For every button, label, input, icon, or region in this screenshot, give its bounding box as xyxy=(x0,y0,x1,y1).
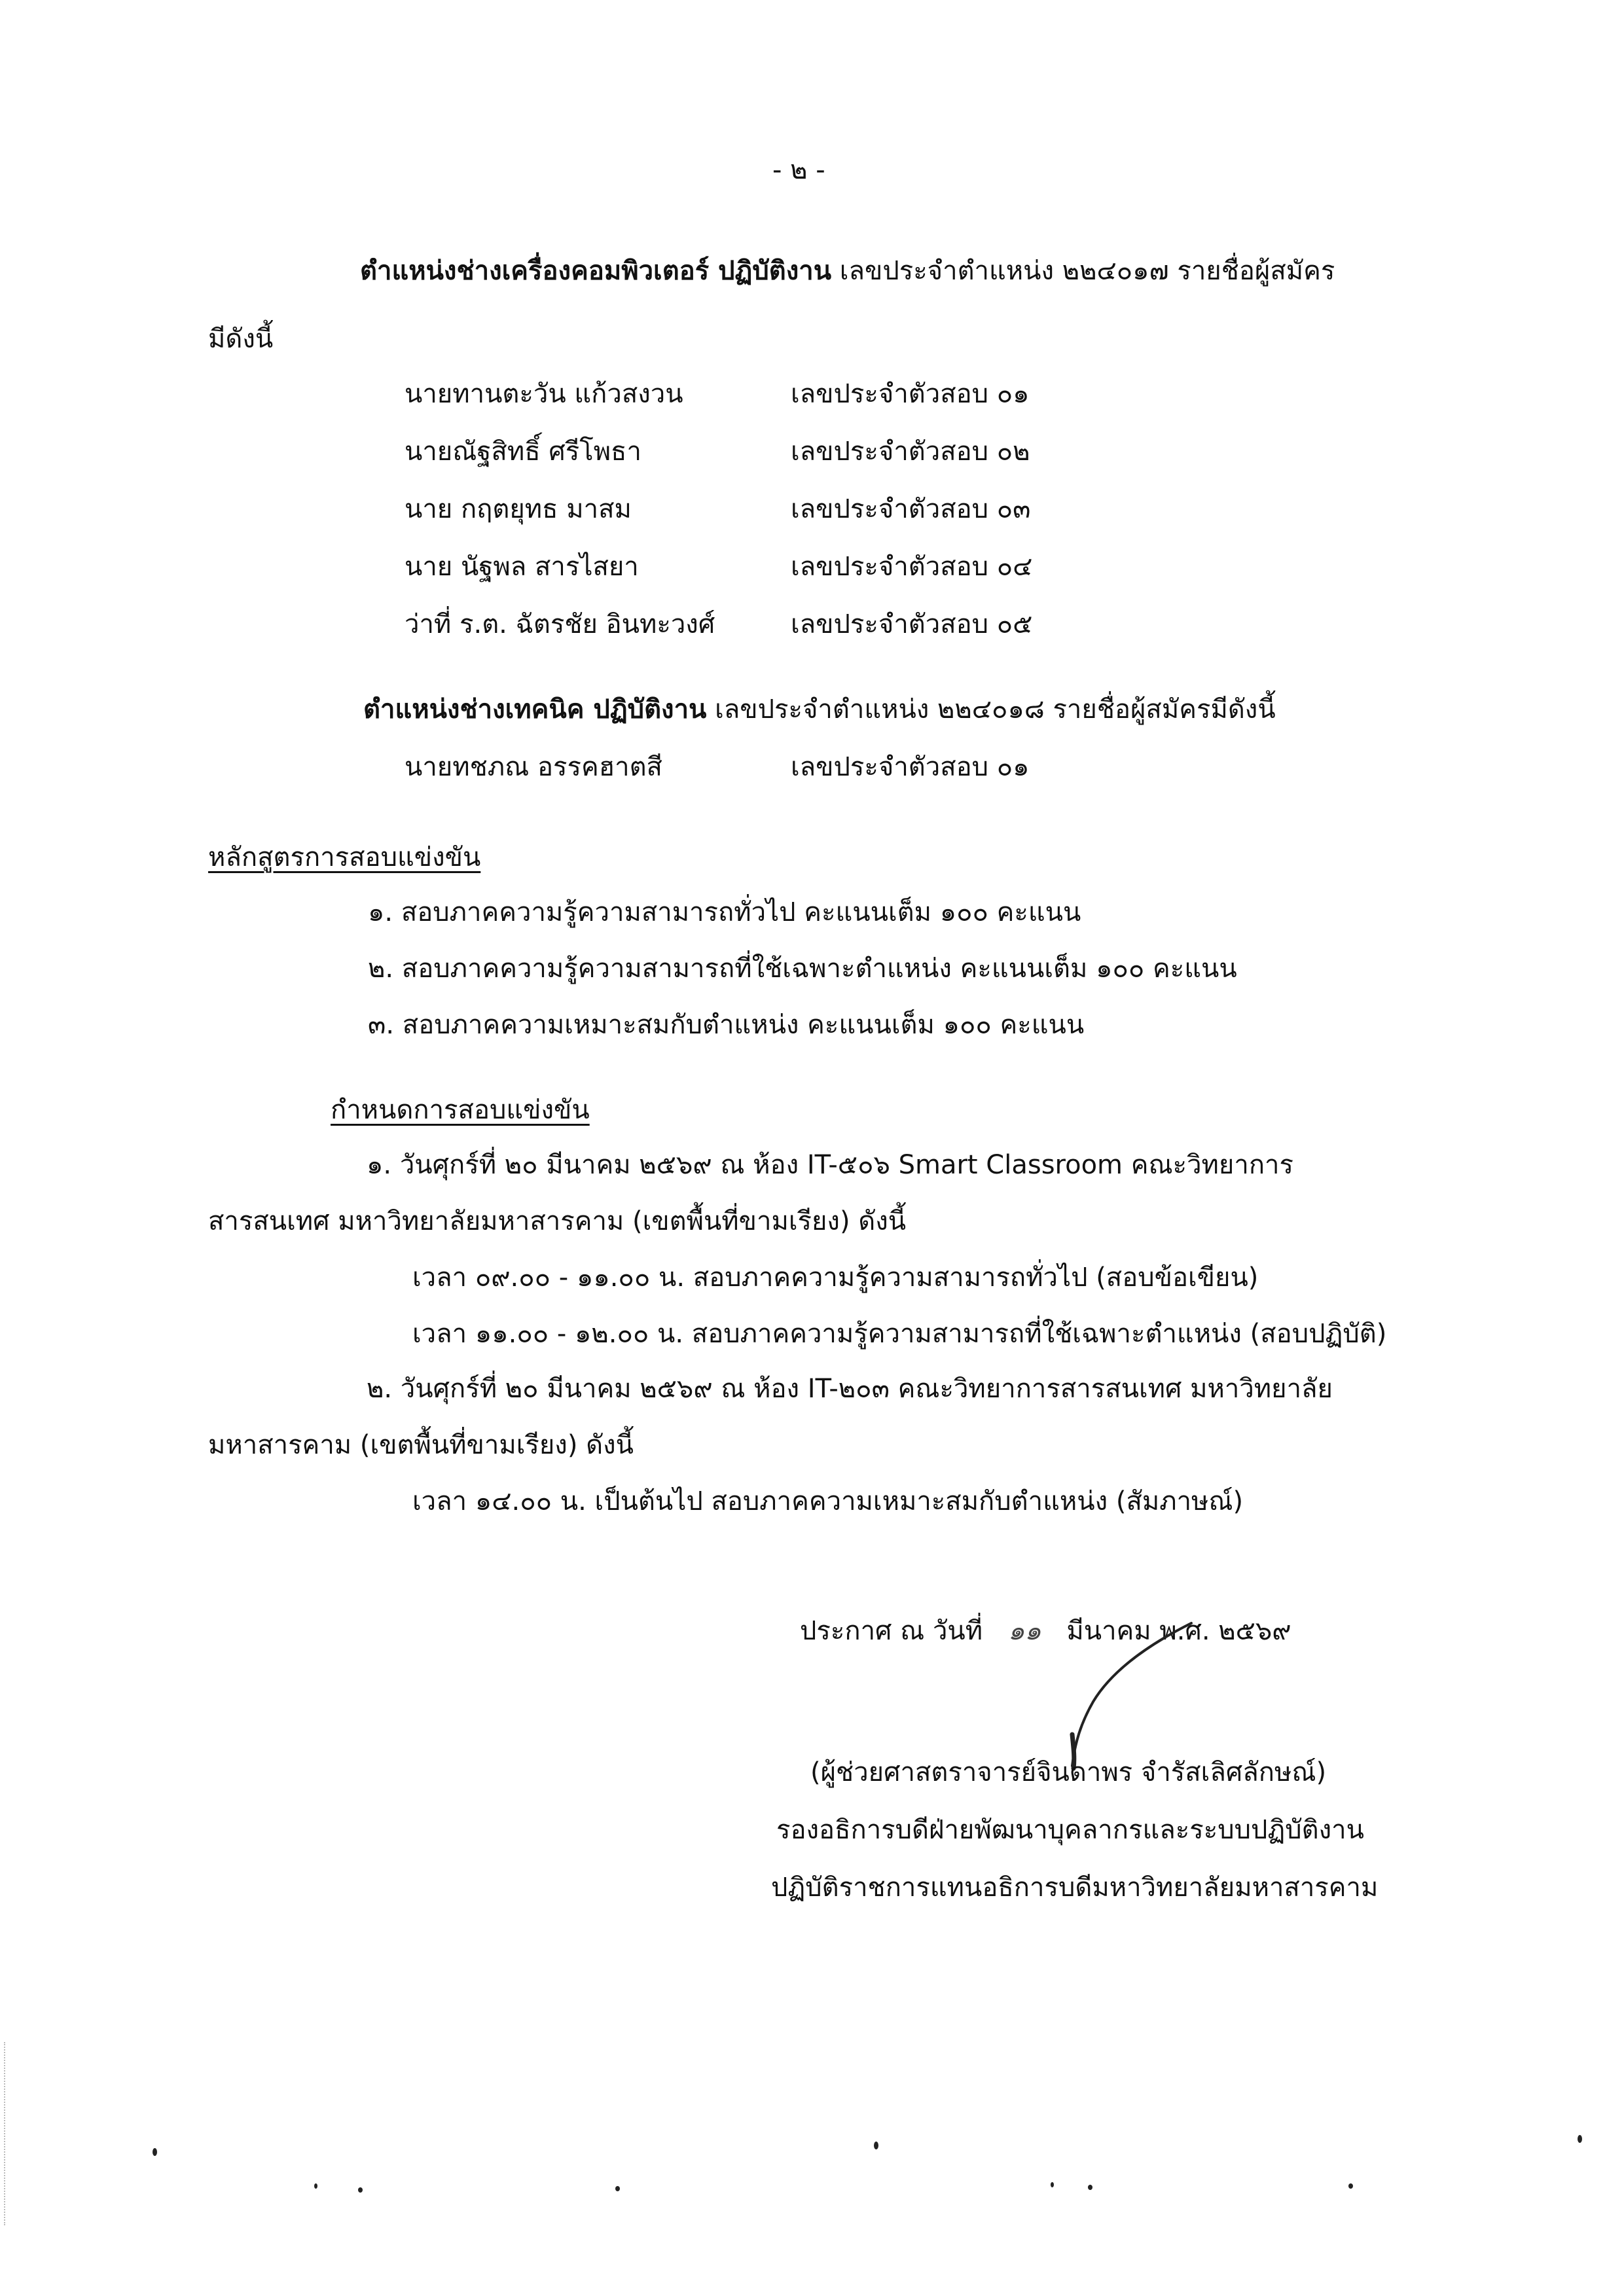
signatory-name: (ผู้ช่วยศาสตราจารย์จินดาพร จำรัสเลิศลักษณ์) xyxy=(810,1757,1327,1787)
scan-speck xyxy=(358,2187,363,2193)
section2-heading xyxy=(363,691,1276,728)
applicant-name: นายณัฐสิทธิ์ ศรีโพธา xyxy=(405,437,641,467)
signature-icon xyxy=(1034,1597,1244,1780)
section2-position-details: เลขประจำตำแหน่ง ๒๒๔๐๑๘ รายชื่อผู้สมัครมีดังนี้ xyxy=(706,694,1276,725)
schedule-time: เวลา ๐๙.๐๐ - ๑๑.๐๐ น. สอบภาคความรู้ความสามารถทั่วไป (สอบข้อเขียน) xyxy=(412,1263,1259,1293)
schedule-item1-line1: ๑. วันศุกร์ที่ ๒๐ มีนาคม ๒๕๖๙ ณ ห้อง IT-๕๐๖ Smart Classroom คณะวิทยาการ xyxy=(367,1150,1293,1180)
schedule-title: กำหนดการสอบแข่งขัน xyxy=(331,1095,590,1125)
applicant-name: นายทานตะวัน แก้วสงวน xyxy=(405,379,683,409)
scan-speck xyxy=(615,2186,620,2191)
section1-heading xyxy=(360,253,1335,289)
scan-speck xyxy=(314,2183,317,2189)
announcement-date-prefix: ประกาศ ณ วันที่ xyxy=(800,1616,983,1646)
schedule-item2-line1: ๒. วันศุกร์ที่ ๒๐ มีนาคม ๒๕๖๙ ณ ห้อง IT-๒๐๓ คณะวิทยาการสารสนเทศ มหาวิทยาลัย xyxy=(367,1374,1333,1404)
schedule-item1-line2: สารสนเทศ มหาวิทยาลัยมหาสารคาม (เขตพื้นที่ขามเรียง) ดังนี้ xyxy=(208,1206,907,1236)
section2-position-title: ตำแหน่งช่างเทคนิค ปฏิบัติงาน xyxy=(363,694,707,725)
section1-heading-cont: มีดังนี้ xyxy=(208,324,274,354)
schedule-time: เวลา ๑๑.๐๐ - ๑๒.๐๐ น. สอบภาคความรู้ความสามารถที่ใช้เฉพาะตำแหน่ง (สอบปฏิบัติ) xyxy=(412,1319,1387,1349)
scan-speck xyxy=(1348,2183,1353,2189)
applicant-exam-id: เลขประจำตัวสอบ ๐๑ xyxy=(791,752,1030,782)
page-number: - ๒ - xyxy=(772,155,825,185)
curriculum-title: หลักสูตรการสอบแข่งขัน xyxy=(208,842,481,872)
applicant-exam-id: เลขประจำตัวสอบ ๐๔ xyxy=(791,552,1033,582)
section1-position-details: เลขประจำตำแหน่ง ๒๒๔๐๑๗ รายชื่อผู้สมัคร xyxy=(831,256,1335,286)
scan-speck xyxy=(153,2148,157,2156)
schedule-item2-line2: มหาสารคาม (เขตพื้นที่ขามเรียง) ดังนี้ xyxy=(208,1430,634,1460)
handwritten-day: ๑๑ xyxy=(1007,1616,1041,1646)
scan-speck xyxy=(1578,2135,1582,2143)
curriculum-item: ๒. สอบภาคความรู้ความสามารถที่ใช้เฉพาะตำแหน่ง คะแนนเต็ม ๑๐๐ คะแนน xyxy=(368,954,1237,984)
signatory-title-line1: รองอธิการบดีฝ่ายพัฒนาบุคลากรและระบบปฏิบัติงาน xyxy=(776,1815,1364,1845)
applicant-exam-id: เลขประจำตัวสอบ ๐๒ xyxy=(791,437,1030,467)
applicant-name: นายทชภณ อรรคฮาตสี xyxy=(405,752,662,782)
applicant-name: ว่าที่ ร.ต. ฉัตรชัย อินทะวงศ์ xyxy=(405,609,715,639)
applicant-name: นาย กฤตยุทธ มาสม xyxy=(405,494,632,524)
schedule-time: เวลา ๑๔.๐๐ น. เป็นต้นไป สอบภาคความเหมาะสมกับตำแหน่ง (สัมภาษณ์) xyxy=(412,1486,1244,1516)
applicant-exam-id: เลขประจำตัวสอบ ๐๓ xyxy=(791,494,1031,524)
section1-position-title: ตำแหน่งช่างเครื่องคอมพิวเตอร์ ปฏิบัติงาน xyxy=(360,256,832,286)
applicant-exam-id: เลขประจำตัวสอบ ๐๑ xyxy=(791,379,1030,409)
curriculum-item: ๑. สอบภาคความรู้ความสามารถทั่วไป คะแนนเต็ม ๑๐๐ คะแนน xyxy=(368,897,1081,927)
applicant-name: นาย นัฐพล สารไสยา xyxy=(405,552,639,582)
scan-speck xyxy=(1051,2182,1054,2187)
curriculum-item: ๓. สอบภาคความเหมาะสมกับตำแหน่ง คะแนนเต็ม ๑๐๐ คะแนน xyxy=(368,1010,1085,1040)
scan-speck xyxy=(1088,2185,1092,2190)
scan-speck xyxy=(874,2142,878,2149)
scan-edge-artifact xyxy=(4,2042,7,2225)
applicant-exam-id: เลขประจำตัวสอบ ๐๕ xyxy=(791,609,1033,639)
signatory-title-line2: ปฏิบัติราชการแทนอธิการบดีมหาวิทยาลัยมหาสารคาม xyxy=(771,1873,1379,1903)
announcement-date-suffix: มีนาคม พ.ศ. ๒๕๖๙ xyxy=(1066,1616,1291,1646)
